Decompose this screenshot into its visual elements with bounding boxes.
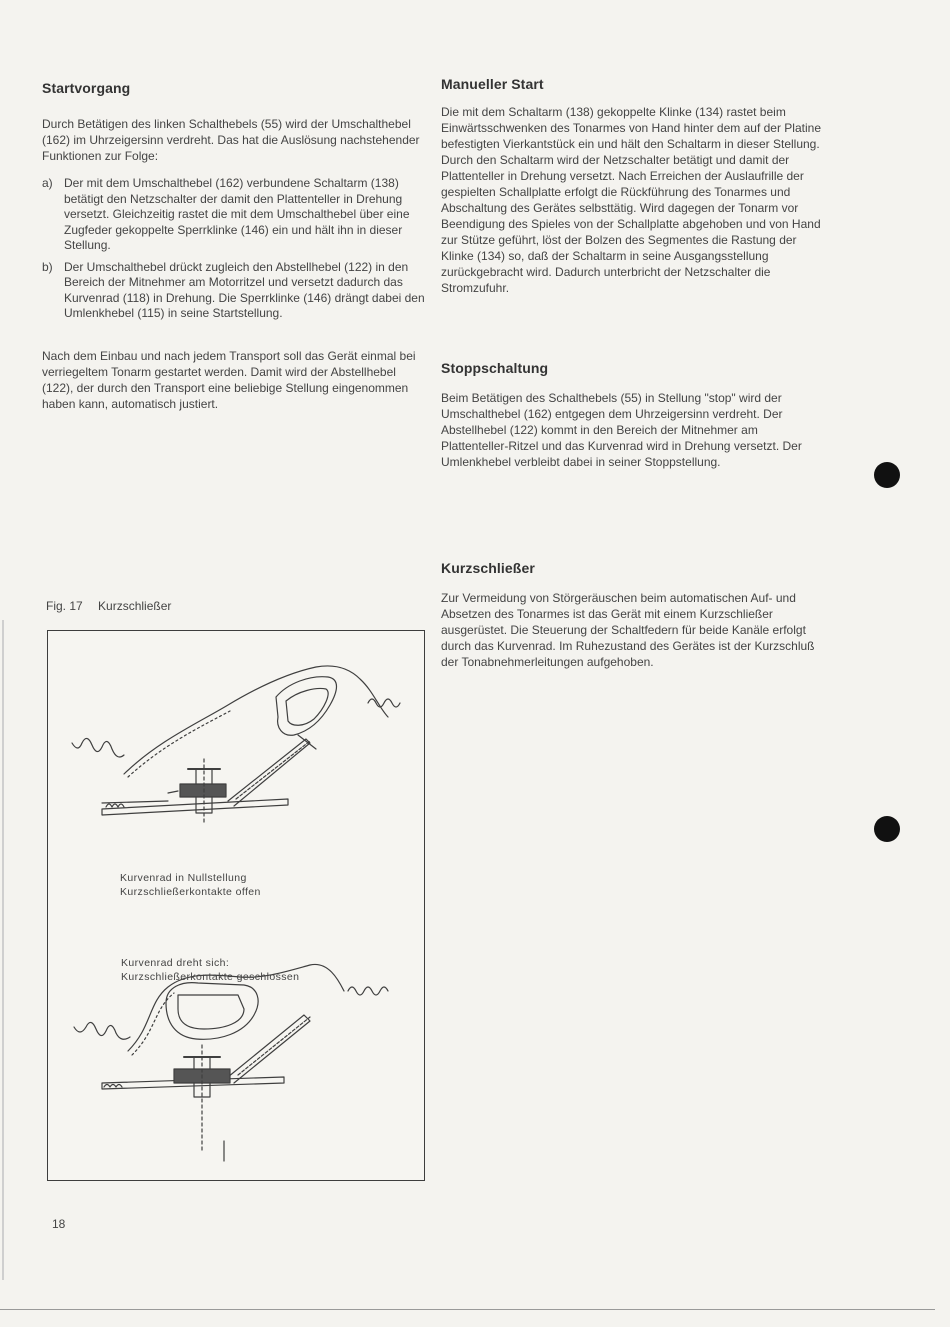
stoppschaltung-text: Beim Betätigen des Schalthebels (55) in Stellung "stop" wird der Umschalthebel (162) entgegen dem Uhrzeigersinn verdreht. Der Abstellhebel (122) kommt in den Bereich der Mitnehmer am Plattenteller-Ritzel und das Kurvenrad wird in Drehung versetzt. Der Umlenkhebel verbleibt dabei in seiner Stoppstellung. bbox=[441, 391, 802, 469]
heading-kurzschliesser: Kurzschließer bbox=[441, 560, 535, 576]
page-number: 18 bbox=[52, 1217, 66, 1231]
list-text-a: Der mit dem Umschalthebel (162) verbundene Schaltarm (138) betätigt den Netzschalter der damit den Plattenteller in Drehung versetzt. Gleichzeitig rastet die mit dem Umschalthebel über eine Zugfeder gekoppelte Sperrklinke (146) ein und hält ihn in dieser Stellung. bbox=[64, 176, 410, 252]
startvorgang-note: Nach dem Einbau und nach jedem Transport soll das Gerät einmal bei verriegeltem Tonarm gestartet werden. Damit wird der Abstellhebel (122), der durch den Transport eine beliebige Stellung eingenommen haben kann, automatisch justiert. bbox=[42, 348, 416, 411]
list-marker-a: a) bbox=[42, 176, 53, 190]
figure-number: Fig. 17 bbox=[46, 599, 83, 613]
break-line-top-left bbox=[72, 738, 124, 757]
binder-hole-lower bbox=[874, 816, 900, 842]
section-stoppschaltung bbox=[441, 360, 826, 470]
heading-startvorgang: Startvorgang bbox=[42, 80, 131, 96]
cam-outline-top bbox=[124, 666, 388, 774]
left-column bbox=[42, 80, 434, 412]
base-plate-top bbox=[102, 799, 288, 815]
label-bottom-line2: Kurzschließerkontakte geschlossen bbox=[121, 971, 300, 983]
figure-kurzschliesser bbox=[47, 630, 425, 1181]
cam-lobe-top bbox=[276, 677, 337, 736]
kurzschliesser-text: Zur Vermeidung von Störgeräuschen beim automatischen Auf- und Absetzen des Tonarmes ist das Gerät mit einem Kurzschließer ausgerüstet. Die Steuerung der Schaltfedern für beide Kanäle erfolgt durch das Kurvenrad. Im Ruhezustand des Gerätes ist der Kurzschluß der Tonabnehmerleitungen aufgehoben. bbox=[441, 591, 815, 669]
figure-caption bbox=[46, 599, 171, 613]
heading-stoppschaltung: Stoppschaltung bbox=[441, 360, 549, 376]
startvorgang-intro: Durch Betätigen des linken Schalthebels (55) wird der Umschalthebel (162) im Uhrzeigersinn verdreht. Das hat die Auslösung nachstehender Funktionen zur Folge: bbox=[42, 117, 420, 163]
left-edge-line bbox=[2, 620, 4, 1280]
heading-manueller-start: Manueller Start bbox=[441, 76, 544, 92]
list-text-b: Der Umschalthebel drückt zugleich den Abstellhebel (122) in den Bereich der Mitnehmer am Motorritzel und versetzt dadurch das Kurvenrad (118) in Drehung. Die Sperrklinke (146) drängt dabei den Umlenkhebel (115) in seine Startstellung. bbox=[64, 259, 425, 320]
break-line-bottom-left bbox=[74, 1022, 130, 1039]
binder-hole-upper bbox=[874, 462, 900, 488]
label-bottom-line1: Kurvenrad dreht sich: bbox=[121, 957, 230, 969]
section-kurzschliesser bbox=[441, 560, 826, 670]
figure-drawing bbox=[48, 631, 423, 1179]
list-item-b bbox=[42, 260, 434, 322]
label-top-line2: Kurzschließerkontakte offen bbox=[120, 886, 261, 898]
figure-title: Kurzschließer bbox=[98, 599, 172, 613]
right-column bbox=[441, 76, 826, 670]
list-item-a bbox=[42, 176, 434, 254]
bottom-edge-line bbox=[0, 1309, 935, 1310]
break-line-top-right bbox=[368, 699, 400, 707]
section-startvorgang bbox=[42, 80, 434, 412]
manueller-start-text: Die mit dem Schaltarm (138) gekoppelte Klinke (134) rastet beim Einwärtsschwenken des Tonarmes von Hand hinter dem auf der Platine befestigten Vierkantstück ein und hält den Schaltarm in dieser Stellung. Durch den Schaltarm wird der Netzschalter betätigt und damit der Plattenteller in Drehung versetzt. Nach Erreichen der Auslaufrille der gespielten Schallplatte erfolgt die Rückführung des Tonarmes und Abschaltung des Gerätes selbsttätig. Wird dagegen der Tonarm vor Beendigung des Spieles von der Schallplatte abgehoben und von Hand zur Stütze geführt, löst der Bolzen des Segmentes die Rastung der Klinke (134) so, daß der Schaltarm in seine Ausgangsstellung zurückgebracht wird. Dadurch unterbricht der Netzschalter die Stromzufuhr. bbox=[441, 105, 821, 295]
label-top-line1: Kurvenrad in Nullstellung bbox=[120, 872, 247, 884]
list-marker-b: b) bbox=[42, 259, 53, 274]
section-manueller-start bbox=[441, 76, 826, 296]
break-line-bottom-right bbox=[348, 987, 388, 995]
